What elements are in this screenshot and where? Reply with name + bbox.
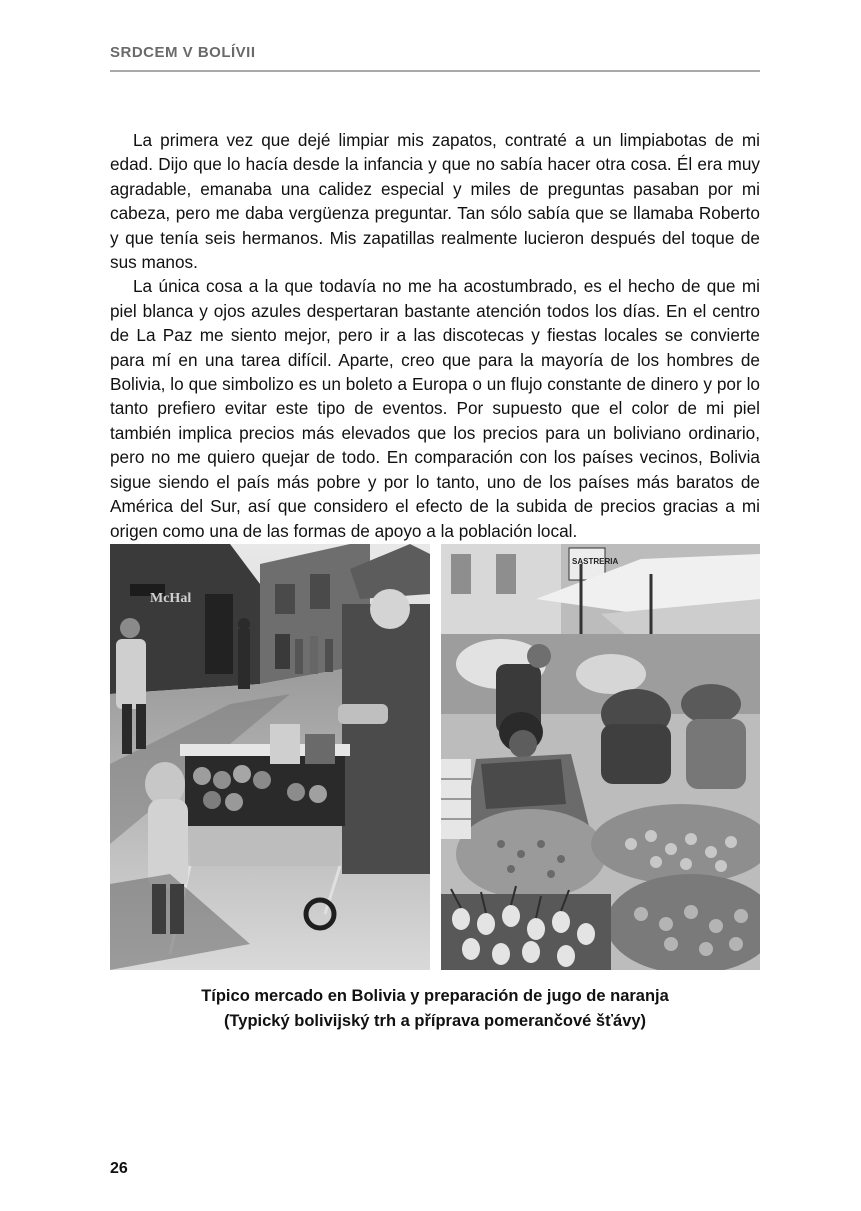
photo-caption — [110, 984, 760, 1034]
header-rule — [110, 70, 760, 72]
photo-juice-vendor — [110, 544, 430, 970]
caption-spanish: Típico mercado en Bolivia y preparación de jugo de naranja — [201, 987, 669, 1005]
caption-czech: (Typický bolivijský trh a příprava pomerančové šťávy) — [223, 1012, 647, 1030]
body-text — [110, 128, 760, 543]
page-number: 26 — [110, 1160, 128, 1177]
paragraph-2: La única cosa a la que todavía no me ha acostumbrado, es el hecho de que mi piel blanca y ojos azules despertaran bastante atención todos los días. En el centro de La Paz me siento mejor, pero ir a las discotecas y fiestas locales se convierte para mí en una tarea difícil. Aparte, creo que para la mayoría de los hombres de Bolivia, lo que simbolizo es un boleto a Europa o un flujo constante de dinero y por lo tanto prefiero evitar este tipo de eventos. Por supuesto que el color de mi piel también implica precios más elevados que los precios para un boliviano ordinario, pero no me quiero quejar de todo. En comparación con los países vecinos, Bolivia sigue siendo el país más pobre y por lo tanto, uno de los países más baratos de América del Sur, así que considero el efecto de la subida de precios gracias a mi origen como una de las formas de apoyo a la población local. — [110, 276, 760, 541]
running-title: SRDCEM V BOLÍVII — [110, 44, 256, 61]
paragraph-1: La primera vez que dejé limpiar mis zapatos, contraté a un limpiabotas de mi edad. Dijo que lo hacía desde la infancia y que no sabía hacer otra cosa. Él era muy agradable, emanaba una calidez especial y miles de preguntas pasaban por mi cabeza, pero me daba vergüenza preguntar. Tan sólo sabía que se llamaba Roberto y que tenía seis hermanos. Mis zapatillas realmente lucieron después del toque de sus manos. — [110, 130, 760, 273]
shop-sign-text: SASTRERIA — [572, 557, 619, 566]
shop-sign-text: McHal — [150, 591, 192, 606]
photo-market-women — [441, 544, 760, 970]
